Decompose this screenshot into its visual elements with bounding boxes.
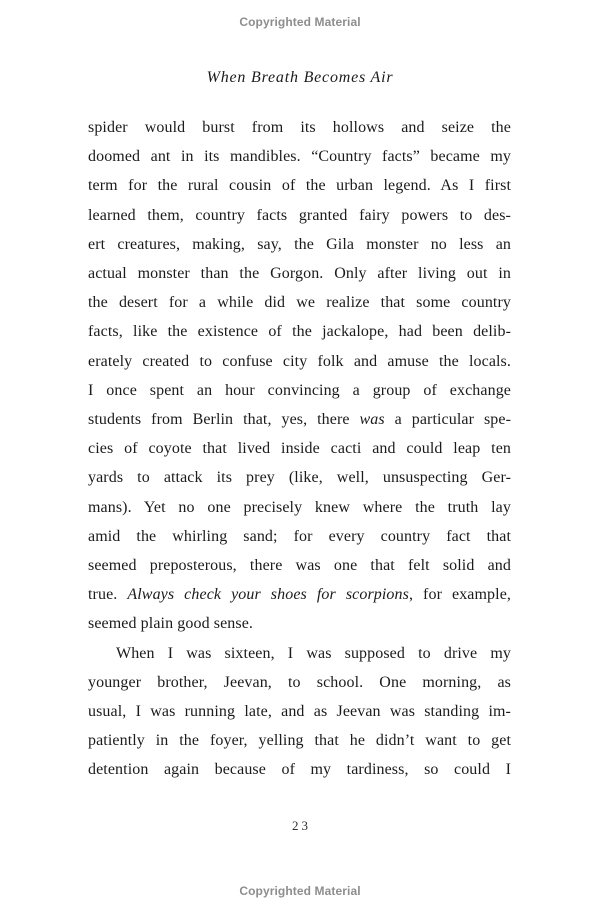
text-line — [88, 697, 511, 726]
text-line — [88, 463, 511, 492]
text-segment: younger brother, Jeevan, to school. One morning, as — [88, 673, 511, 691]
text-line — [88, 493, 511, 522]
text-segment: usual, I was running late, and as Jeevan was standing im- — [88, 703, 511, 721]
text-line — [88, 726, 511, 755]
text-line — [88, 347, 511, 376]
text-segment: actual monster than the Gorgon. Only after living out in — [88, 265, 511, 283]
text-line — [88, 639, 511, 668]
text-line — [88, 142, 511, 171]
text-line — [88, 522, 511, 551]
text-segment: facts, like the existence of the jackalope, had been delib- — [88, 323, 511, 341]
text-segment: When I was sixteen, I was supposed to drive my — [116, 644, 511, 662]
italic-text-segment: Always check your shoes for scorpions — [127, 586, 409, 604]
text-line — [88, 609, 511, 638]
text-segment: , for example, — [408, 586, 511, 604]
text-line — [88, 230, 511, 259]
text-line — [88, 580, 511, 609]
page-number: 23 — [292, 818, 311, 833]
text-segment: seemed preposterous, there was one that felt solid and — [88, 557, 511, 575]
copyright-notice-bottom: Copyrighted Material — [239, 884, 361, 898]
text-segment: ert creatures, making, say, the Gila monster no less an — [88, 235, 511, 253]
text-line — [88, 171, 511, 200]
text-line — [88, 755, 511, 784]
text-line — [88, 288, 511, 317]
text-segment: the desert for a while did we realize that some country — [88, 294, 511, 312]
text-line — [88, 113, 511, 142]
text-segment: detention again because of my tardiness, so could I — [88, 761, 511, 779]
text-segment: erately created to confuse city folk and amuse the locals. — [88, 352, 511, 370]
text-segment: learned them, country facts granted fairy powers to des- — [88, 206, 511, 224]
text-segment: doomed ant in its mandibles. “Country facts” became my — [88, 148, 511, 166]
copyright-notice-top: Copyrighted Material — [239, 15, 361, 29]
text-line — [88, 551, 511, 580]
text-line — [88, 405, 511, 434]
text-segment: patiently in the foyer, yelling that he didn’t want to get — [88, 732, 511, 750]
text-line — [88, 259, 511, 288]
body-text-block — [88, 113, 511, 785]
text-line — [88, 201, 511, 230]
text-segment: seemed plain good sense. — [88, 615, 254, 633]
text-segment: term for the rural cousin of the urban legend. As I first — [88, 177, 511, 195]
text-segment: true. — [88, 586, 128, 604]
text-line — [88, 376, 511, 405]
text-segment: students from Berlin that, yes, there — [88, 411, 360, 429]
text-segment: a particular spe- — [384, 411, 512, 429]
text-line — [88, 434, 511, 463]
text-segment: cies of coyote that lived inside cacti and could leap ten — [88, 440, 511, 458]
running-head-book-title: When Breath Becomes Air — [206, 69, 394, 86]
text-segment: I once spent an hour convincing a group of exchange — [88, 381, 511, 399]
text-segment: yards to attack its prey (like, well, unsuspecting Ger- — [88, 469, 511, 487]
italic-text-segment: was — [359, 411, 385, 429]
text-segment: spider would burst from its hollows and seize the — [88, 119, 511, 136]
text-line — [88, 668, 511, 697]
text-line — [88, 317, 511, 346]
text-segment: mans). Yet no one precisely knew where the truth lay — [88, 498, 511, 516]
text-segment: amid the whirling sand; for every country fact that — [88, 527, 511, 545]
